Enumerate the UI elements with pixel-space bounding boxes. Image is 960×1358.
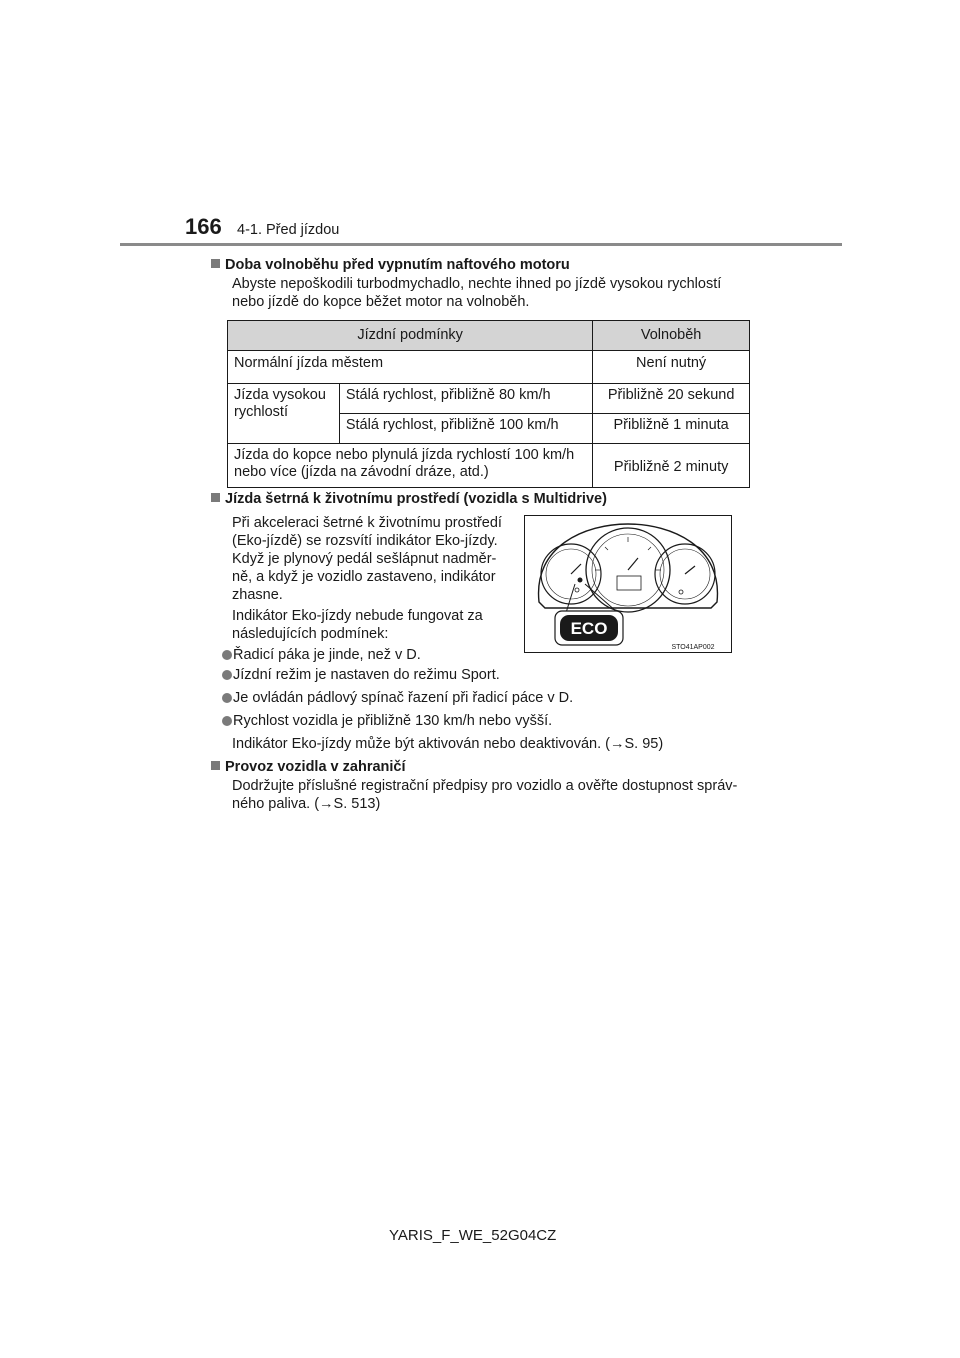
table-cell: Stálá rychlost, přibližně 80 km/h [339,384,592,414]
text-line: nebo více (jízda na závodní dráze, atd.) [234,464,489,480]
header-divider [120,243,842,246]
heading-eco-driving [211,490,607,508]
table-cell: Normální jízda městem [228,351,593,384]
eco-activation-note: Indikátor Eko-jízdy může být aktivován nebo deaktivován. (→S. 95) [232,736,664,752]
list-item: Je ovládán pádlový spínač řazení při řadicí páce v D. [222,689,573,707]
round-bullet-icon [222,716,232,726]
display-panel [617,576,641,590]
square-bullet-icon [211,761,220,770]
round-bullet-icon [222,650,232,660]
figure-code: STO41AP002 [671,644,715,651]
text-line: Když je plynový pedál sešlápnut nadměr- [232,551,497,567]
table-cell [228,444,593,488]
table-row [228,351,750,384]
eco-description [232,514,506,604]
section-title: 4-1. Před jízdou [237,222,340,238]
table-cell: Přibližně 20 sekund [593,384,750,414]
table-header-row [228,321,750,351]
table-cell: Přibližně 1 minuta [593,414,750,444]
table-header-conditions: Jízdní podmínky [228,321,593,351]
idle-time-text [232,275,721,311]
footer-code: YARIS_F_WE_52G04CZ [389,1227,557,1244]
list-item: Jízdní režim je nastaven do režimu Sport. [222,666,573,684]
eco-indicator-figure [524,515,732,653]
text-line: (Eko-jízdě) se rozsvítí indikátor Eko-jízdy. [232,533,498,549]
table-cell: Přibližně 2 minuty [593,444,750,488]
driving-abroad-text [232,777,737,813]
eco-indicator-label: ECO [570,619,608,638]
square-bullet-icon [211,493,220,502]
text-line: rychlostí [234,404,288,420]
text-line: Indikátor Eko-jízdy nebude fungovat za [232,608,483,624]
round-bullet-icon [222,670,232,680]
heading-idle-time-text: Doba volnoběhu před vypnutím naftového motoru [225,257,570,273]
text-line: Dodržujte příslušné registrační předpisy pro vozidlo a ověřte dostupnost správ- [232,778,738,794]
text-line: následujících podmínek: [232,626,389,642]
table-row [228,384,750,414]
heading-idle-time [211,256,570,274]
text-line: ného paliva. (→S. 513) [232,796,381,812]
table-cell-high-speed [228,384,340,444]
text-line: Jízda do kopce nebo plynulá jízda rychlostí 100 km/h [234,447,575,463]
table-header-idle: Volnoběh [593,321,750,351]
table-cell: Není nutný [593,351,750,384]
heading-driving-abroad-text: Provoz vozidla v zahraničí [225,759,406,775]
list-item: Řadicí páka je jinde, než v D. [222,646,573,664]
text-line: nebo jízdě do kopce běžet motor na volnoběh. [232,294,530,310]
list-item: Rychlost vozidla je přibližně 130 km/h nebo vyšší. [222,712,573,730]
eco-conditions-list [222,646,573,730]
heading-driving-abroad [211,758,406,776]
text-line: Abyste nepoškodili turbodmychadlo, nechte ihned po jízdě vysokou rychlostí [232,276,722,292]
table-cell: Stálá rychlost, přibližně 100 km/h [339,414,592,444]
eco-conditions-intro [232,607,506,643]
text-line: Jízda vysokou [234,387,326,403]
round-bullet-icon [222,693,232,703]
text-line: Při akceleraci šetrné k životnímu prostředí [232,515,502,531]
eco-indicator-lamp [578,578,583,583]
heading-eco-driving-text: Jízda šetrná k životnímu prostředí (vozidla s Multidrive) [225,491,607,507]
instrument-cluster-illustration [525,516,731,652]
page-number: 166 [185,214,222,239]
idle-conditions-table [227,320,750,488]
text-line: zhasne. [232,587,283,603]
cluster-outline [539,524,718,608]
square-bullet-icon [211,259,220,268]
text-line: ně, a když je vozidlo zastaveno, indikátor [232,569,496,585]
table-row [228,444,750,488]
